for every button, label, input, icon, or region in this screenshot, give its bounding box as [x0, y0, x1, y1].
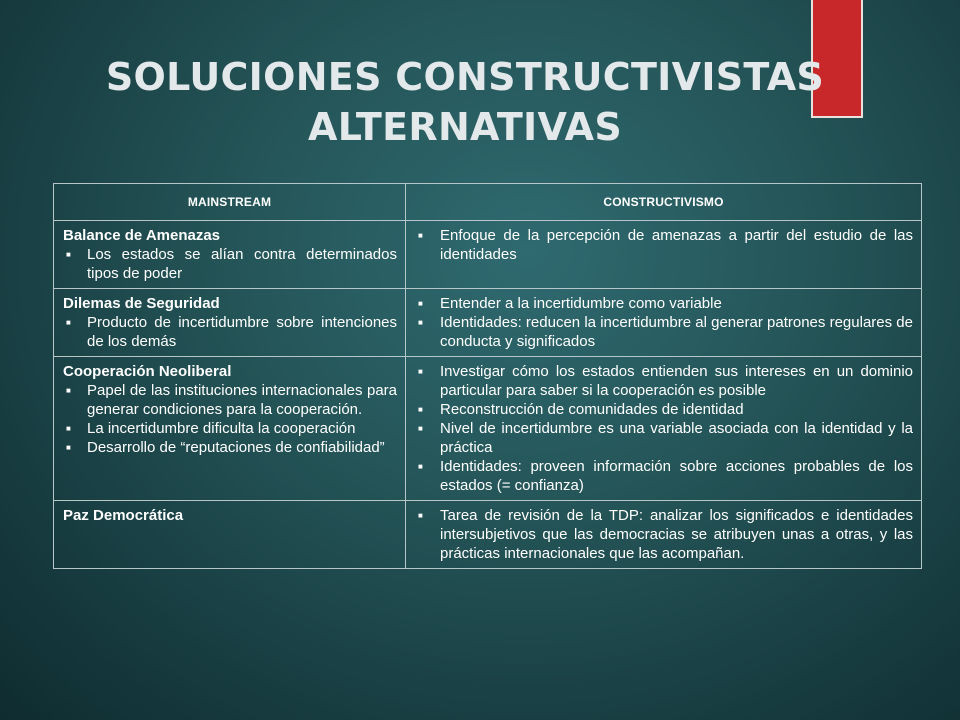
list-item: ■ Tarea de revisión de la TDP: analizar los significados e identidades intersubjetivos que las democracias se atribuyen unas a otras, y las prácticas internacionales que las acompañan.: [415, 506, 913, 563]
constructivismo-cell: [406, 357, 922, 501]
header-constructivismo: CONSTRUCTIVISMO: [406, 184, 922, 221]
row-heading: Paz Democrática: [63, 507, 184, 524]
constructivismo-cell: [406, 289, 922, 357]
constructivismo-cell: [406, 221, 922, 289]
constructivismo-list: [415, 226, 913, 264]
comparison-table: [53, 183, 922, 569]
mainstream-list: [63, 313, 397, 351]
list-item: ■ Enfoque de la percepción de amenazas a partir del estudio de las identidades: [415, 226, 913, 264]
list-item: ■ Producto de incertidumbre sobre intenciones de los demás: [63, 313, 397, 351]
table-header-row: [54, 184, 922, 221]
list-item: ■ Nivel de incertidumbre es una variable asociada con la identidad y la práctica: [415, 419, 913, 457]
row-heading: Cooperación Neoliberal: [63, 363, 232, 380]
row-heading: Balance de Amenazas: [63, 227, 221, 244]
list-item: ■ Identidades: proveen información sobre acciones probables de los estados (= confianza): [415, 457, 913, 495]
constructivismo-list: [415, 294, 913, 351]
mainstream-list: [63, 381, 397, 457]
row-heading: Dilemas de Seguridad: [63, 295, 220, 312]
slide-title: [80, 52, 850, 152]
mainstream-cell: [54, 289, 406, 357]
mainstream-cell: [54, 501, 406, 569]
mainstream-list: [63, 245, 397, 283]
list-item: ■ La incertidumbre dificulta la cooperación: [63, 419, 397, 438]
constructivismo-cell: [406, 501, 922, 569]
constructivismo-list: [415, 362, 913, 495]
list-item: ■ Papel de las instituciones internacionales para generar condiciones para la cooperación.: [63, 381, 397, 419]
list-item: ■ Reconstrucción de comunidades de identidad: [415, 400, 913, 419]
table-row: [54, 221, 922, 289]
table-row: [54, 289, 922, 357]
list-item: ■ Investigar cómo los estados entienden sus intereses en un dominio particular para saber si la cooperación es posible: [415, 362, 913, 400]
list-item: ■ Los estados se alían contra determinados tipos de poder: [63, 245, 397, 283]
list-item: ■ Identidades: reducen la incertidumbre al generar patrones regulares de conducta y significados: [415, 313, 913, 351]
table-row: [54, 501, 922, 569]
slide-title-line2: ALTERNATIVAS: [307, 105, 622, 149]
mainstream-cell: [54, 357, 406, 501]
table-row: [54, 357, 922, 501]
constructivismo-list: [415, 506, 913, 563]
header-mainstream: MAINSTREAM: [54, 184, 406, 221]
slide-title-line1: SOLUCIONES CONSTRUCTIVISTAS: [105, 55, 825, 99]
list-item: ■ Desarrollo de “reputaciones de confiabilidad”: [63, 438, 397, 457]
list-item: ■ Entender a la incertidumbre como variable: [415, 294, 913, 313]
mainstream-cell: [54, 221, 406, 289]
